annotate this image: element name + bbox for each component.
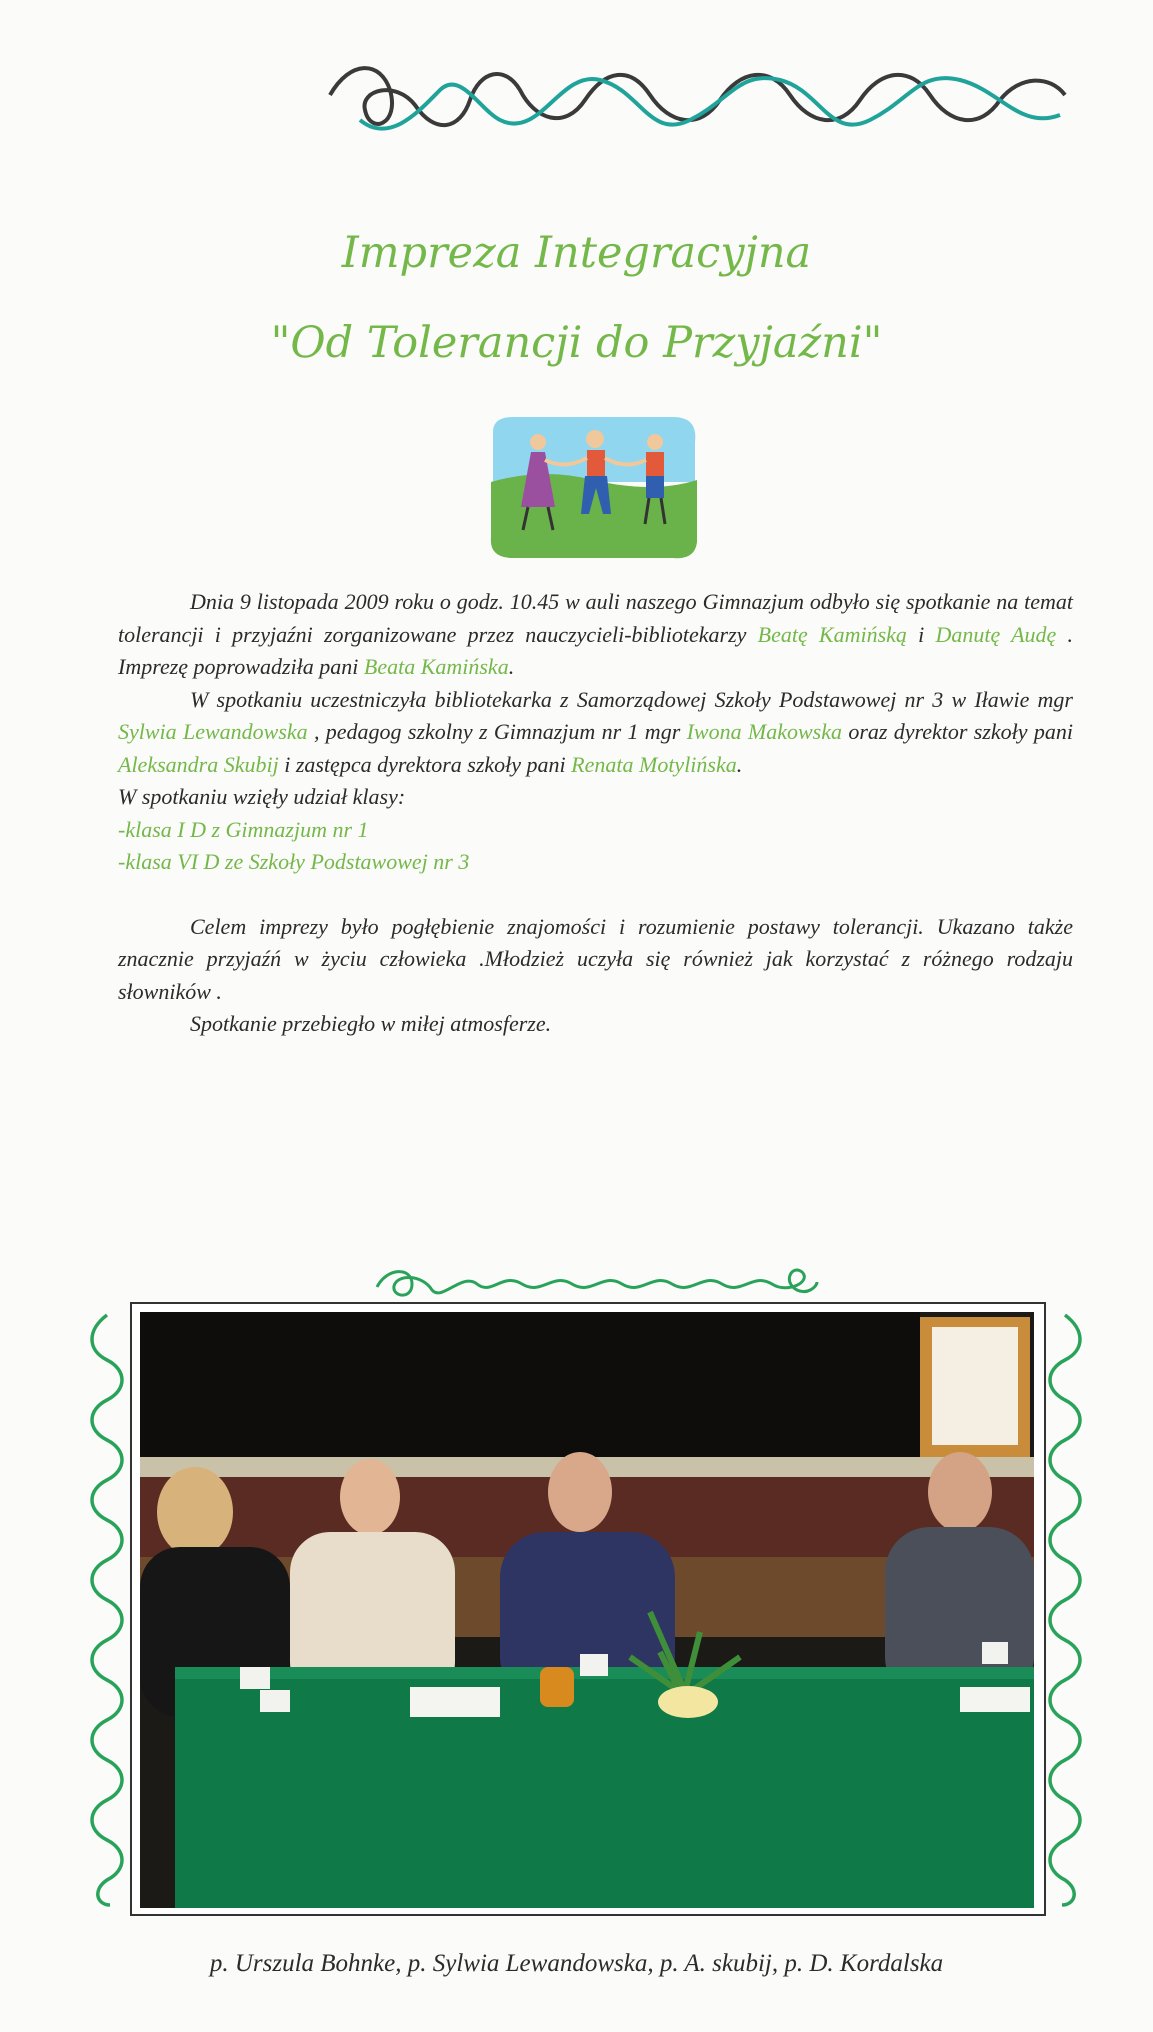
page-subtitle: "Od Tolerancji do Przyjaźni" bbox=[270, 318, 883, 368]
classes-intro: W spotkaniu wzięły udział klasy: bbox=[118, 784, 406, 809]
swirl-flourish-icon bbox=[320, 50, 1080, 150]
paragraph-4: Spotkanie przebiegło w miłej atmosferze. bbox=[190, 1011, 552, 1036]
article-body bbox=[118, 586, 1073, 1041]
person-name: Iwona Makowska bbox=[686, 719, 842, 744]
children-holding-hands-logo bbox=[483, 412, 703, 562]
paragraph-3: Celem imprezy było pogłębienie znajomości i rozumienie postawy tolerancji. Ukazano także znacznie przyjaźń w życiu człowieka .Młodzież uczyła się również jak korzystać z różnego rodzaju słowników . bbox=[118, 913, 1073, 1004]
person-name: Sylwia Lewandowska bbox=[118, 719, 308, 744]
swirl-flourish-icon bbox=[82, 1310, 132, 1910]
class-item: -klasa I D z Gimnazjum nr 1 bbox=[118, 816, 369, 842]
paragraph-1: Dnia 9 listopada 2009 roku o godz. 10.45 w auli naszego Gimnazjum odbyło się spotkanie na temat tolerancji i przyjaźni zorganizowane przez nauczycieli-bibliotekarzy Beatę Kamińską i Danutę Audę . Imprezę poprowadziła pani Beata Kamińska. bbox=[118, 589, 1073, 679]
person-name: Beata Kamińska bbox=[363, 654, 509, 679]
swirl-flourish-icon bbox=[1040, 1310, 1090, 1910]
person-name: Renata Motylińska bbox=[571, 751, 737, 777]
person-name: Beatę Kamińską bbox=[757, 621, 907, 647]
person-name: Danutę Audę bbox=[935, 621, 1057, 647]
class-item: -klasa VI D ze Szkoły Podstawowej nr 3 bbox=[118, 849, 470, 874]
event-photo bbox=[140, 1312, 1034, 1908]
person-name: Aleksandra Skubij bbox=[118, 751, 279, 777]
photo-caption: p. Urszula Bohnke, p. Sylwia Lewandowska, p. A. skubij, p. D. Kordalska bbox=[209, 1950, 944, 1977]
swirl-flourish-icon bbox=[372, 1262, 822, 1302]
page-title: Impreza Integracyjna bbox=[341, 228, 812, 278]
paragraph-2: W spotkaniu uczestniczyła bibliotekarka z Samorządowej Szkoły Podstawowej nr 3 w Iławie mgr Sylwia Lewandowska , pedagog szkolny z Gimnazjum nr 1 mgr Iwona Makowska oraz dyrektor szkoły pani Aleksandra Skubij i zastępca dyrektora szkoły pani Renata Motylińska. bbox=[118, 686, 1073, 777]
